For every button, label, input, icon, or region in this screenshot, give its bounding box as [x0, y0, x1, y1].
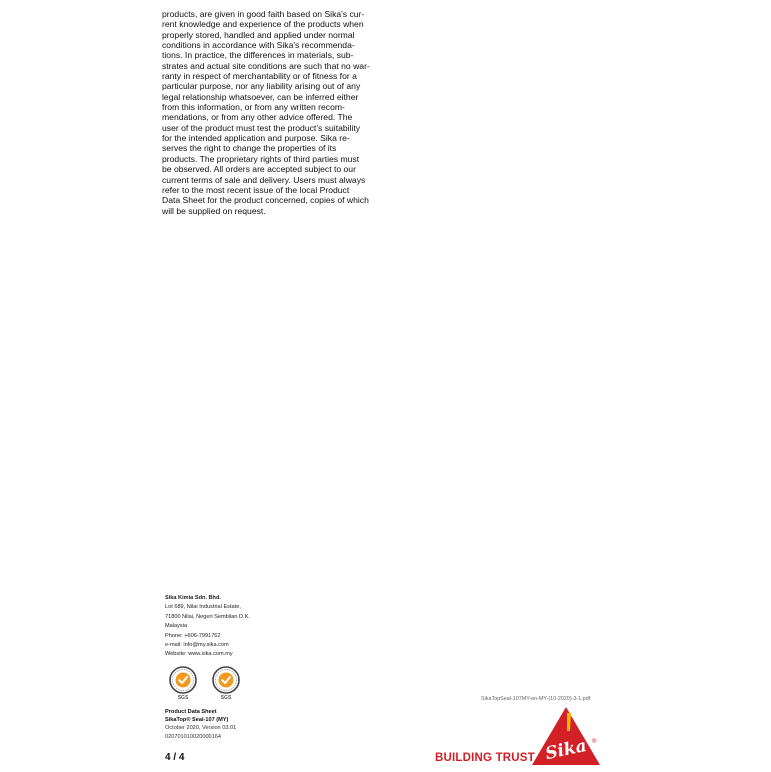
text-line: legal relationship whatsoever, can be inferred either — [162, 91, 359, 102]
svg-text:Sika: Sika — [543, 735, 589, 765]
address-line: Malaysia — [165, 623, 188, 630]
text-line: user of the product must test the product’s suitability — [162, 122, 361, 133]
company-phone: Phone: +606-7991762 — [165, 632, 221, 639]
text-line: mendations, or from any other advice offered. The — [162, 112, 353, 123]
datasheet-label: Product Data Sheet — [165, 709, 217, 715]
text-line: conditions in accordance with Sika's recommenda- — [162, 40, 355, 51]
address-line: Lot 689, Nilai Industrial Estate, — [165, 604, 241, 611]
text-line: refer to the most recent issue of the local Product — [162, 184, 350, 195]
datasheet-code: 020701010020000164 — [165, 733, 221, 740]
certification-label: SGS — [166, 695, 200, 701]
product-name: SikaTop® Seal-107 (MY) — [165, 717, 229, 724]
certification-logos — [166, 665, 246, 701]
datasheet-version: October 2020, Version 03.01 — [165, 725, 237, 732]
certification-label: SGS — [209, 695, 243, 701]
text-line: strates and actual site conditions are such that no war- — [162, 60, 370, 71]
text-line: will be supplied on request. — [162, 205, 266, 216]
sgs-certification-icon — [209, 665, 243, 701]
sgs-certification-icon — [166, 665, 200, 701]
text-line: products. The proprietary rights of third parties must — [162, 153, 360, 164]
text-line: products, are given in good faith based on Sika's cur- — [162, 9, 365, 19]
document-filename: SikaTopSeal-107MY-en-MY-(10-2020)-3-1.pdf — [481, 696, 591, 702]
text-line: current terms of sale and delivery. Users must always — [162, 174, 366, 185]
brand-tagline: BUILDING TRUST — [435, 752, 535, 764]
text-line: be observed. All orders are accepted subject to our — [162, 164, 356, 175]
text-line: rent knowledge and experience of the products when — [162, 19, 364, 30]
company-contact-block — [165, 594, 285, 660]
sika-logo-icon — [530, 705, 602, 767]
registered-mark: ® — [592, 739, 597, 745]
text-line: particular purpose, nor any liability arising out of any — [162, 81, 361, 92]
product-datasheet-info — [165, 708, 305, 741]
page-number: 4 / 4 — [165, 752, 185, 763]
text-line: tions. In practice, the differences in materials, sub- — [162, 50, 354, 61]
text-line: ranty in respect of merchantability or of fitness for a — [162, 71, 357, 82]
company-email: e-mail: info@my.sika.com — [165, 642, 229, 649]
text-line: Data Sheet for the product concerned, copies of which — [162, 195, 369, 206]
address-line: 71800 Nilai, Negeri Sembilan D.K. — [165, 613, 250, 620]
text-line: properly stored, handled and applied under normal — [162, 29, 355, 40]
text-line: from this information, or from any written recom- — [162, 102, 345, 113]
company-name: Sika Kimia Sdn. Bhd. — [165, 595, 221, 601]
company-website: Website: www.sika.com.my — [165, 651, 233, 658]
text-line: serves the right to change the properties of its — [162, 143, 337, 154]
disclaimer-text — [162, 9, 374, 216]
text-line: for the intended application and purpose. Sika re- — [162, 133, 350, 144]
